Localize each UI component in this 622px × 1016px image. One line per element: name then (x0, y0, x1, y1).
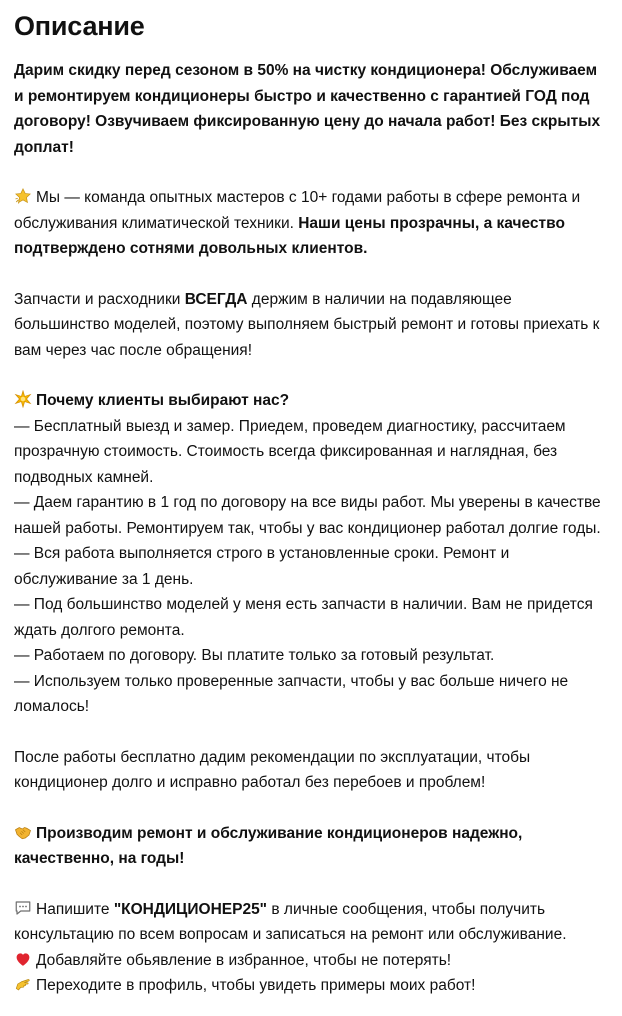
why-item: — Вся работа выполняется строго в установленные сроки. Ремонт и обслуживание за 1 день. (14, 545, 510, 588)
star-icon (14, 187, 32, 205)
cta-profile-paragraph (14, 973, 608, 999)
why-item: — Под большинство моделей у меня есть запчасти в наличии. Вам не придется ждать долгого ремонта. (14, 596, 593, 639)
about-paragraph (14, 185, 608, 262)
sparkle-icon (14, 390, 32, 408)
about-text: Мы — команда опытных мастеров с 10+ годами работы в сфере ремонта и обслуживания климатической техники. (14, 189, 581, 232)
handshake-icon (14, 823, 32, 841)
cta-profile-text: Переходите в профиль, чтобы увидеть примеры моих работ! (36, 977, 476, 994)
intro-paragraph: Дарим скидку перед сезоном в 50% на чистку кондиционера! Обслуживаем и ремонтируем кондиционеры быстро и качественно с гарантией ГОД под договору! Озвучиваем фиксированную цену до начала работ! Без скрытых доплат! (14, 62, 601, 156)
cta-keyword: "КОНДИЦИОНЕР25" (113, 900, 268, 918)
parts-bold-text: ВСЕГДА (184, 290, 248, 308)
speech-bubble-icon (14, 899, 32, 917)
about-bold-text: Наши цены прозрачны, а качество подтверждено сотнями довольных клиентов. (14, 214, 565, 257)
why-item: — Используем только проверенные запчасти, чтобы у вас больше ничего не ломалось! (14, 672, 569, 715)
cta-message-after: в личные сообщения, чтобы получить консультацию по всем вопросам и записаться на ремонт или обслуживание. (14, 900, 567, 943)
heart-icon (14, 950, 32, 968)
cta-favorite-text: Добавляйте обьявление в избранное, чтобы не потерять! (36, 951, 452, 969)
why-list (14, 414, 608, 720)
parts-paragraph (14, 287, 608, 364)
parts-text-before: Запчасти и расходники (14, 290, 185, 308)
cta-favorite-paragraph (14, 948, 608, 974)
why-heading (14, 388, 608, 414)
parts-text-after: держим в наличии на подавляющее большинство моделей, поэтому выполняем быстрый ремонт и готовы приехать к вам через час после обращения! (14, 290, 600, 359)
why-item: — Работаем по договору. Вы платите только за готовый результат. (14, 647, 495, 664)
promise-paragraph (14, 821, 608, 872)
why-heading-text: Почему клиенты выбирают нас? (36, 392, 290, 409)
promise-text: Производим ремонт и обслуживание кондиционеров надежно, качественно, на годы! (14, 824, 523, 867)
section-title: Описание (14, 11, 145, 41)
pointing-hand-icon (14, 975, 32, 993)
description-body (14, 58, 608, 999)
cta-message-paragraph (14, 897, 608, 948)
cta-message-before: Напишите (36, 900, 114, 918)
why-item: — Бесплатный выезд и замер. Приедем, проведем диагностику, рассчитаем прозрачную стоимость. Стоимость всегда фиксированная и наглядная, без подводных камней. (14, 417, 566, 486)
after-work-paragraph: После работы бесплатно дадим рекомендации по эксплуатации, чтобы кондиционер долго и исправно работал без перебоев и проблем! (14, 748, 531, 791)
why-item: — Даем гарантию в 1 год по договору на все виды работ. Мы уверены в качестве нашей работы. Ремонтируем так, чтобы у вас кондиционер работал долгие годы. (14, 494, 601, 537)
